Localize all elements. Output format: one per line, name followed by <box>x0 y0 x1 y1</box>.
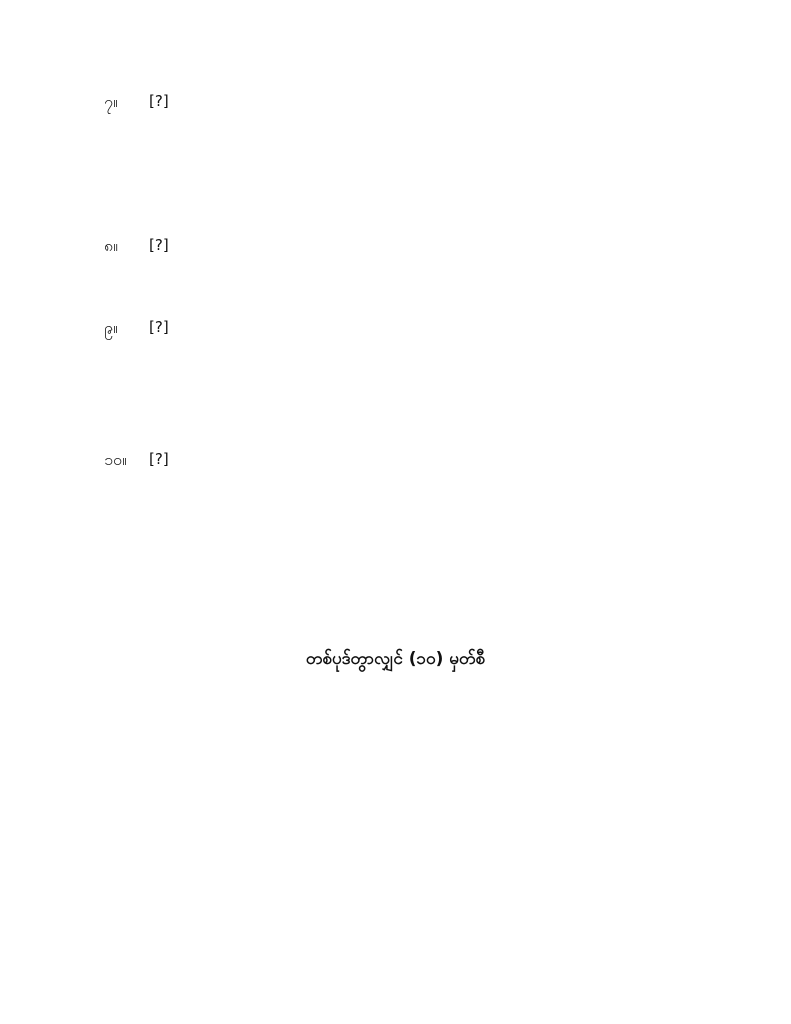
item-number: ၉။ <box>104 318 118 337</box>
list-item <box>104 86 694 212</box>
item-text: [?] <box>149 236 169 254</box>
item-text: [?] <box>149 450 169 468</box>
closing-title: တစ်ပုဒ်တွာလျှင် (၁၀) မှတ်စီ <box>305 649 486 669</box>
item-number: ၇။ <box>104 92 118 111</box>
list-item <box>104 312 694 438</box>
list-item <box>104 230 694 294</box>
item-number: ၈။ <box>104 236 118 255</box>
item-text: [?] <box>149 318 169 336</box>
list-item <box>104 444 694 600</box>
item-text: [?] <box>149 92 169 110</box>
item-number: ၁၀။ <box>104 450 127 469</box>
